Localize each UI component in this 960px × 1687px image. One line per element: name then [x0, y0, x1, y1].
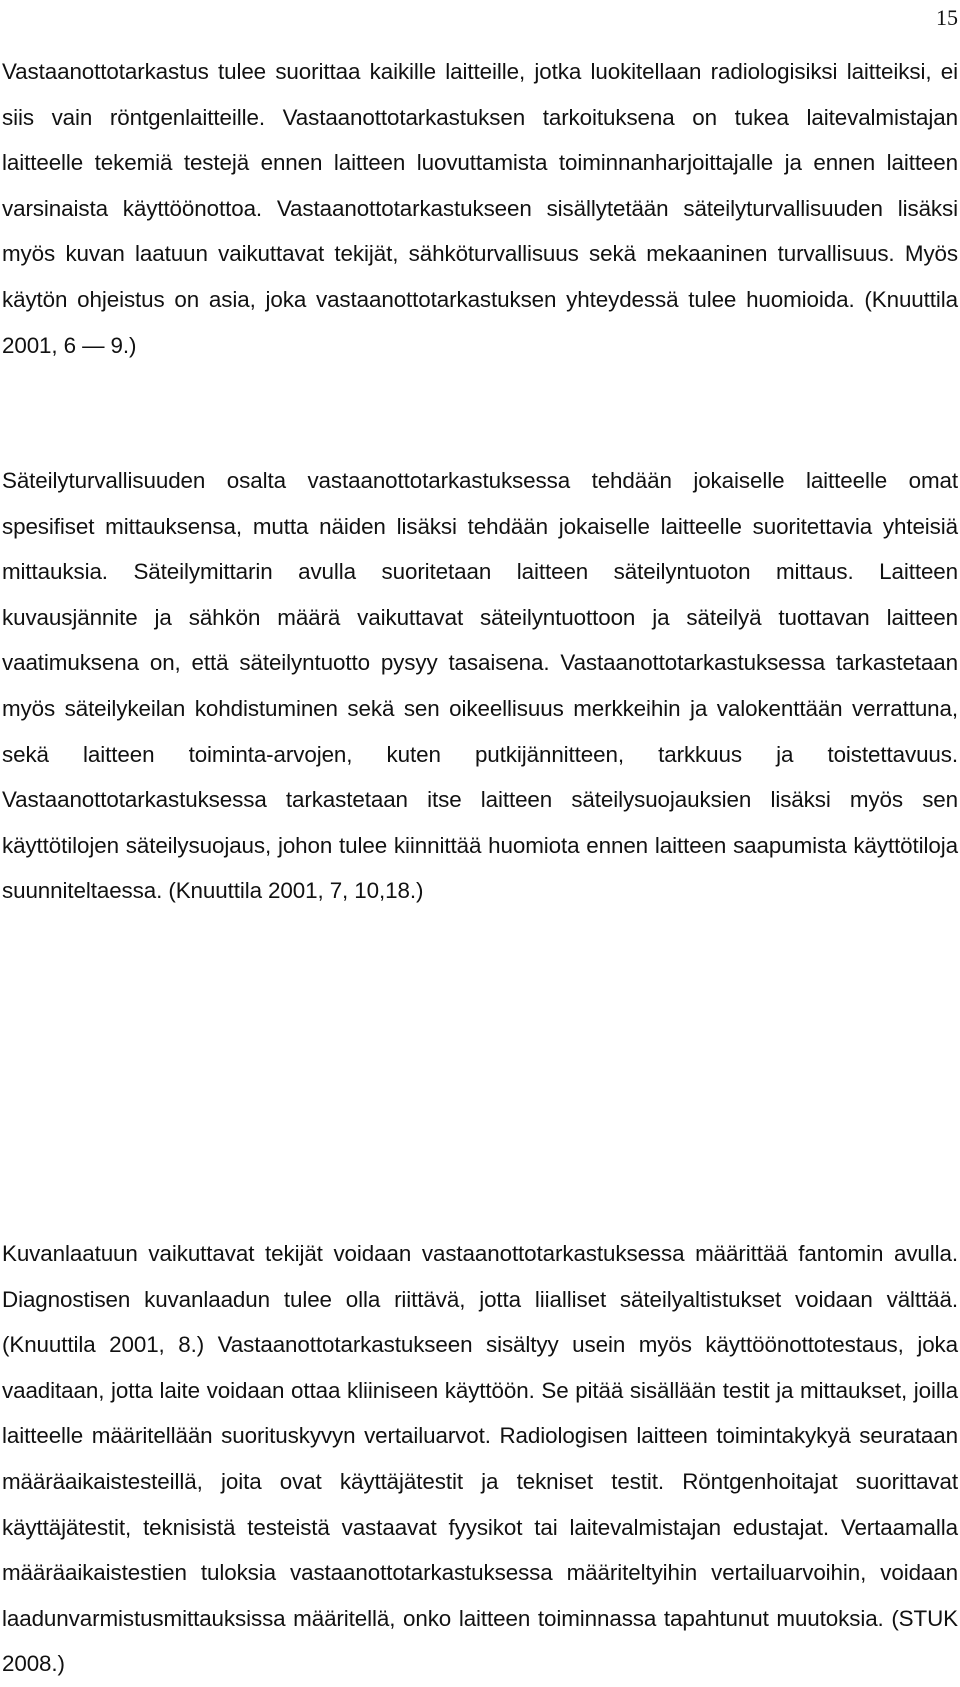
- page-number: 15: [936, 5, 958, 30]
- body-paragraph-3: Kuvanlaatuun vaikuttavat tekijät voidaan vastaanottotarkastuksessa määrittää fantomin avulla. Diagnostisen kuvanlaadun tulee olla riittävä, jotta liialliset säteilyaltistukset voidaan välttää. (Knuuttila 2001, 8.) Vastaanottotarkastukseen sisältyy usein myös käyttöönottotestaus, joka vaaditaan, jotta laite voidaan ottaa kliiniseen käyttöön. Se pitää sisällään testit ja mittaukset, joilla laitteelle määritellään suorituskyvyn vertailuarvot. Radiologisen laitteen toimintakykyä seurataan määräaikaistesteillä, joita ovat käyttäjätestit ja tekniset testit. Röntgenhoitajat suorittavat käyttäjätestit, teknisistä testeistä vastaavat fyysikot tai laitevalmistajan edustajat. Vertaamalla määräaikaistestien tuloksia vastaanottotarkastuksessa määriteltyihin vertailuarvoihin, voidaan laadunvarmistusmittauksissa määritellä, onko laitteen toiminnassa tapahtunut muutoksia. (STUK 2008.): [2, 1241, 958, 1677]
- body-paragraph-2: Säteilyturvallisuuden osalta vastaanottotarkastuksessa tehdään jokaiselle laitteelle omat spesifiset mittauksensa, mutta näiden lisäksi tehdään jokaiselle laitteelle suoritettavia yhteisiä mittauksia. Säteilymittarin avulla suoritetaan laitteen säteilyntuoton mittaus. Laitteen kuvausjännite ja sähkön määrä vaikuttavat säteilyntuottoon ja säteilyä tuottavan laitteen vaatimuksena on, että säteilyntuotto pysyy tasaisena. Vastaanottotarkastuksessa tarkastetaan myös säteilykeilan kohdistuminen sekä sen oikeellisuus merkkeihin ja valokenttään verrattuna, sekä laitteen toiminta-arvojen, kuten putkijännitteen, tarkkuus ja toistettavuus. Vastaanottotarkastuksessa tarkastetaan itse laitteen säteilysuojauksien lisäksi myös sen käyttötilojen säteilysuojaus, johon tulee kiinnittää huomiota ennen laitteen saapumista käyttötiloja suunniteltaessa. (Knuuttila 2001, 7, 10,18.): [2, 468, 958, 904]
- body-paragraph-1: Vastaanottotarkastus tulee suorittaa kaikille laitteille, jotka luokitellaan radiologisiksi laitteiksi, ei siis vain röntgenlaitteille. Vastaanottotarkastuksen tarkoituksena on tukea laitevalmistajan laitteelle tekemiä testejä ennen laitteen luovuttamista toiminnanharjoittajalle ja ennen laitteen varsinaista käyttöönottoa. Vastaanottotarkastukseen sisällytetään säteilyturvallisuuden lisäksi myös kuvan laatuun vaikuttavat tekijät, sähköturvallisuus sekä mekaaninen turvallisuus. Myös käytön ohjeistus on asia, joka vastaanottotarkastuksen yhteydessä tulee huomioida. (Knuuttila 2001, 6 — 9.): [2, 59, 958, 358]
